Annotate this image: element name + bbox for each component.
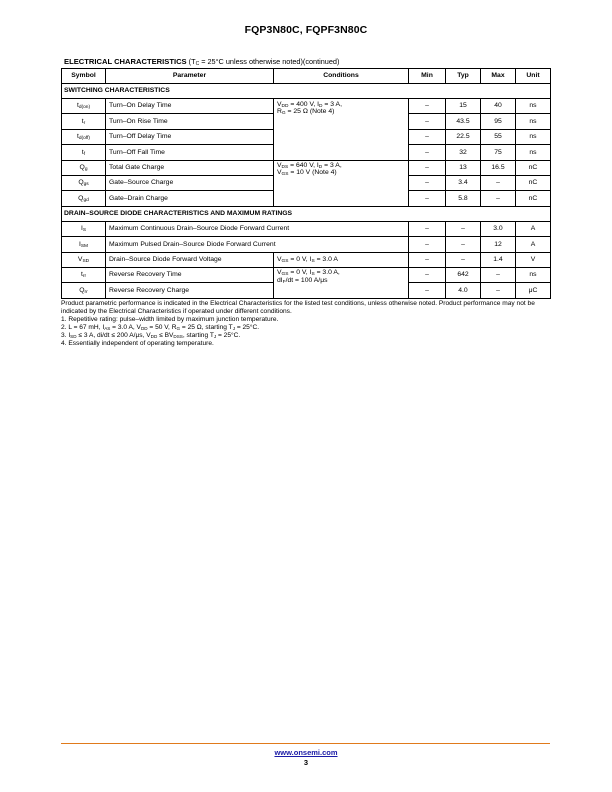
min-cell: – (409, 267, 446, 282)
note-1: 1. Repetitive rating: pulse–width limited by maximum junction temperature. (61, 316, 279, 323)
section-caption (64, 57, 339, 67)
typ-cell: – (446, 237, 481, 252)
condition-line: $dI_F/dt = 100$ A/μs (277, 276, 328, 285)
unit-cell: nC (516, 160, 551, 175)
col-header-conditions: Conditions (274, 69, 409, 84)
parameter-cell: Maximum Continuous Drain–Source Diode Forward Current (106, 221, 409, 236)
unit-cell: ns (516, 129, 551, 144)
condition-line: $V_{GS} = 10$ V (Note 4) (277, 169, 337, 178)
min-cell: – (409, 145, 446, 160)
max-cell: – (481, 283, 516, 298)
unit-cell: μC (516, 283, 551, 298)
section-row-switching (62, 84, 551, 99)
max-cell: 75 (481, 145, 516, 160)
symbol-cell: $V_{SD}$ (62, 252, 106, 267)
col-header-max: Max (481, 69, 516, 84)
footer-website-link[interactable]: www.onsemi.com (274, 748, 338, 757)
switching-title: SWITCHING CHARACTERISTICS (62, 84, 551, 99)
unit-cell: ns (516, 99, 551, 114)
caption-title: ELECTRICAL CHARACTERISTICS (64, 57, 187, 66)
section-row-diode (62, 206, 551, 221)
typ-cell: 4.0 (446, 283, 481, 298)
notes-section (61, 300, 553, 348)
unit-cell: nC (516, 175, 551, 190)
symbol-cell: $Q_{gd}$ (62, 191, 106, 206)
condition-line: $V_{DS} = 640$ V, $I_D = 3$ A, (277, 162, 342, 171)
parameter-cell: Gate–Source Charge (106, 175, 274, 190)
col-header-typ: Typ (446, 69, 481, 84)
parameter-cell: Reverse Recovery Charge (106, 283, 274, 298)
max-cell: 1.4 (481, 252, 516, 267)
min-cell: – (409, 160, 446, 175)
table-row (62, 221, 551, 236)
notes-intro: Product parametric performance is indicated in the Electrical Characteristics for the listed test conditions, unless otherwise noted. Product performance may not be indicated by the Electrical Characteristics if operated under different conditions. (61, 300, 535, 315)
unit-cell: ns (516, 145, 551, 160)
parameter-cell: Turn–On Rise Time (106, 114, 274, 129)
col-header-min: Min (409, 69, 446, 84)
max-cell: 40 (481, 99, 516, 114)
diode-title: DRAIN–SOURCE DIODE CHARACTERISTICS AND MAXIMUM RATINGS (62, 206, 551, 221)
table-row (62, 237, 551, 252)
table-row (62, 267, 551, 282)
max-cell: – (481, 191, 516, 206)
max-cell: 16.5 (481, 160, 516, 175)
caption-open: (T (188, 57, 196, 66)
symbol-cell: $t_f$ (62, 145, 106, 160)
typ-cell: 3.4 (446, 175, 481, 190)
min-cell: – (409, 129, 446, 144)
min-cell: – (409, 237, 446, 252)
electrical-characteristics-table (61, 68, 551, 299)
unit-cell: nC (516, 191, 551, 206)
parameter-cell: Gate–Drain Charge (106, 191, 274, 206)
max-cell: 12 (481, 237, 516, 252)
condition-line: $V_{DD} = 400$ V, $I_D = 3$ A, (277, 100, 342, 109)
symbol-cell: $Q_g$ (62, 160, 106, 175)
parameter-cell: Turn–Off Delay Time (106, 129, 274, 144)
min-cell: – (409, 99, 446, 114)
min-cell: – (409, 252, 446, 267)
max-cell: – (481, 267, 516, 282)
conditions-cell-gate (274, 160, 409, 206)
condition-line: $V_{GS} = 0$ V, $I_S = 3.0$ A, (277, 269, 340, 278)
max-cell: 95 (481, 114, 516, 129)
conditions-cell-switching (274, 99, 409, 161)
page-title: FQP3N80C, FQPF3N80C (244, 24, 368, 36)
condition-line: $R_G = 25$ Ω (Note 4) (277, 107, 335, 116)
max-cell: 55 (481, 129, 516, 144)
parameter-cell: Maximum Pulsed Drain–Source Diode Forward Current (106, 237, 409, 252)
unit-cell: A (516, 237, 551, 252)
symbol-cell: $I_{SM}$ (62, 237, 106, 252)
typ-cell: 22.5 (446, 129, 481, 144)
max-cell: 3.0 (481, 221, 516, 236)
parameter-cell: Drain–Source Diode Forward Voltage (106, 252, 274, 267)
typ-cell: – (446, 252, 481, 267)
symbol-cell: $t_{d(on)}$ (62, 99, 106, 114)
caption-sub: C (195, 61, 200, 67)
footer-divider (61, 743, 550, 744)
typ-cell: – (446, 221, 481, 236)
conditions-cell-recovery (274, 267, 409, 298)
typ-cell: 5.8 (446, 191, 481, 206)
caption-condition: = 25°C unless otherwise noted) (199, 57, 303, 66)
unit-cell: ns (516, 114, 551, 129)
parameter-cell: Total Gate Charge (106, 160, 274, 175)
symbol-cell: $t_{d(off)}$ (62, 129, 106, 144)
max-cell: – (481, 175, 516, 190)
typ-cell: 32 (446, 145, 481, 160)
typ-cell: 43.5 (446, 114, 481, 129)
unit-cell: A (516, 221, 551, 236)
min-cell: – (409, 191, 446, 206)
col-header-symbol: Symbol (62, 69, 106, 84)
parameter-cell: Turn–On Delay Time (106, 99, 274, 114)
note-3: 3. $I_{SD} \le 3$ A, di/dt ≤ 200 A/μs, $V_{DD} \le BV_{DSS}$, starting $T_J = 25^\circ C$. (61, 332, 241, 339)
symbol-cell: $t_r$ (62, 114, 106, 129)
symbol-cell: $t_{rr}$ (62, 267, 106, 282)
min-cell: – (409, 283, 446, 298)
typ-cell: 13 (446, 160, 481, 175)
unit-cell: ns (516, 267, 551, 282)
symbol-cell: $Q_{gs}$ (62, 175, 106, 190)
parameter-cell: Reverse Recovery Time (106, 267, 274, 282)
min-cell: – (409, 114, 446, 129)
table-row (62, 99, 551, 114)
caption-continued: (continued) (302, 57, 340, 66)
col-header-parameter: Parameter (106, 69, 274, 84)
note-4: 4. Essentially independent of operating temperature. (61, 340, 214, 347)
symbol-cell: $I_S$ (62, 221, 106, 236)
typ-cell: 15 (446, 99, 481, 114)
min-cell: – (409, 175, 446, 190)
symbol-cell: $Q_{rr}$ (62, 283, 106, 298)
parameter-cell: Turn–Off Fall Time (106, 145, 274, 160)
min-cell: – (409, 221, 446, 236)
col-header-unit: Unit (516, 69, 551, 84)
note-2: 2. L = 67 mH, $I_{AS} = 3.0$ A, $V_{DD} = 50$ V, $R_G = 25$ Ω, starting $T_J = 25^\circ C$. (61, 324, 260, 331)
typ-cell: 642 (446, 267, 481, 282)
page-number: 3 (303, 758, 309, 767)
unit-cell: V (516, 252, 551, 267)
table-row (62, 160, 551, 175)
table-row (62, 252, 551, 267)
table-header-row (62, 69, 551, 84)
conditions-cell-vsd: $V_{GS} = 0$ V, $I_S = 3.0$ A (274, 252, 409, 267)
